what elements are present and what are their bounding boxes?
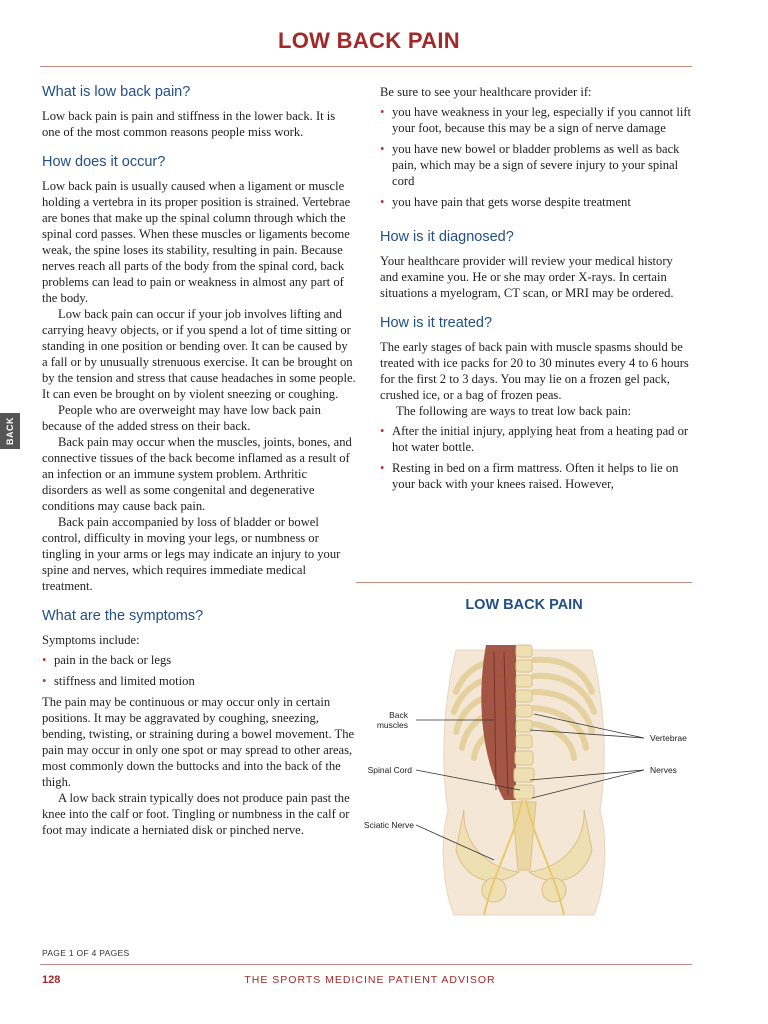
label-vertebrae: Vertebrae (650, 733, 687, 743)
label-sciatic-nerve: Sciatic Nerve (363, 820, 414, 830)
treated-text: The early stages of back pain with muscle spasms should be treated with ice packs for 20 to 30 minutes every 4 to 6 hours for the first 2 to 3 days. You may lie on a frozen gel pack, crushed ice, or a bag of frozen peas. (380, 340, 689, 402)
treated-item: • Resting in bed on a firm mattress. Often it helps to lie on your back with your knees raised. However, (380, 460, 692, 492)
treated-item: • After the initial injury, applying heat from a heating pad or hot water bottle. (380, 423, 692, 455)
symptom-item: • pain in the back or legs (42, 652, 356, 668)
how-occur-paragraph: Low back pain is usually caused when a ligament or muscle holding a vertebra in its proper position is strained. Vertebrae are bones that make up the spinal column through which the spinal cord passes. When these muscles or ligaments become weak, the spine loses its stability, resulting in pain. Because nerves reach all parts of the body from the spinal cord, back problems can lead to pain or weakness in almost any part of the body. (42, 179, 351, 305)
spine-illustration-svg (344, 640, 704, 920)
treated-intro: The following are ways to treat low back pain: (396, 404, 632, 418)
see-provider-item: • you have pain that gets worse despite treatment (380, 194, 692, 210)
right-column (380, 84, 692, 497)
footer-divider (40, 964, 692, 965)
symptoms-paragraph: The pain may be continuous or may occur only in certain positions. It may be aggravated by coughing, sneezing, bending, twisting, or straining during a bowel movement. The pain may occur in only one spot or may spread to other areas, most commonly down the buttocks and into the back of the thigh. (42, 695, 355, 789)
symptoms-intro: Symptoms include: (42, 633, 140, 647)
how-occur-paragraph: Back pain may occur when the muscles, joints, bones, and connective tissues of the back become inflamed as a result of an infection or an immune system problem. Arthritic disorders as well as some congenital and degenerative conditions may cause back pain. (42, 435, 352, 513)
label-spinal-cord: Spinal Cord (367, 765, 412, 775)
spine-anatomy-illustration (344, 640, 704, 920)
figure-title: LOW BACK PAIN (465, 597, 583, 613)
see-provider-item: • you have weakness in your leg, especially if you cannot lift your foot, because this may be a sign of nerve damage (380, 104, 692, 136)
label-back-muscles: Back muscles (376, 710, 408, 730)
diagnosed-text: Your healthcare provider will review your medical history and examine you. He or she may order X-rays. In certain situations a myelogram, CT scan, or MRI may be ordered. (380, 254, 674, 300)
figure-divider (356, 582, 692, 583)
how-occur-paragraph: People who are overweight may have low back pain because of the added stress on their back. (42, 403, 321, 433)
page-number: 128 (42, 974, 61, 986)
heading-what-is: What is low back pain? (42, 84, 191, 100)
book-title: THE SPORTS MEDICINE PATIENT ADVISOR (244, 974, 496, 986)
heading-how-occur: How does it occur? (42, 154, 166, 170)
left-column (42, 84, 356, 838)
symptom-item: • stiffness and limited motion (42, 673, 356, 689)
how-occur-paragraph: Back pain accompanied by loss of bladder or bowel control, difficulty in moving your legs, or numbness or tingling in your arms or legs may indicate an injury to your spine and nerves, which requires immediate medical treatment. (42, 515, 341, 593)
heading-treated: How is it treated? (380, 315, 493, 331)
heading-symptoms: What are the symptoms? (42, 608, 204, 624)
section-side-tab: BACK (0, 413, 20, 449)
how-occur-paragraph: Low back pain can occur if your job involves lifting and carrying heavy objects, or if you spend a lot of time sitting or standing in one position or bending over. It can be caused by a fall or by unusually strenuous exercise. It can be brought on by the tension and stress that cause headaches in some people. It can even be brought on by violent sneezing or coughing. (42, 307, 356, 401)
see-provider-item: • you have new bowel or bladder problems as well as back pain, which may be a sign of severe injury to your spinal cord (380, 141, 692, 189)
see-provider-intro: Be sure to see your healthcare provider if: (380, 85, 592, 99)
label-nerves: Nerves (650, 765, 677, 775)
title-divider (40, 66, 692, 67)
page-count: PAGE 1 OF 4 PAGES (42, 948, 130, 958)
symptoms-paragraph: A low back strain typically does not produce pain past the knee into the calf or foot. Tingling or numbness in the calf or foot may indicate a herniated disk or pinched nerve. (42, 791, 350, 837)
page-title: LOW BACK PAIN (278, 28, 460, 53)
heading-diagnosed: How is it diagnosed? (380, 229, 514, 245)
what-is-text: Low back pain is pain and stiffness in the lower back. It is one of the most common reasons people miss work. (42, 109, 336, 139)
